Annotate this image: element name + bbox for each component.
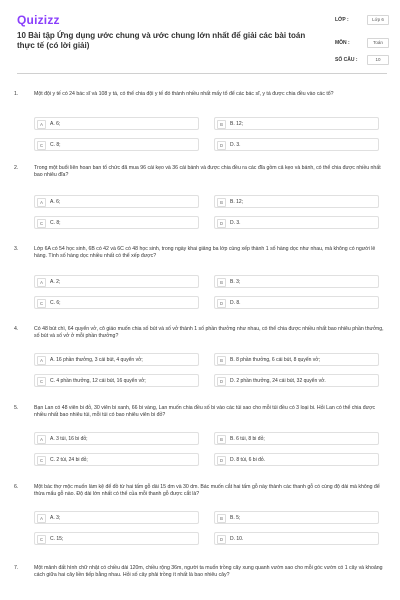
- option-text: D. 10.: [230, 536, 244, 542]
- question-text: Một bác thợ mộc muốn làm kệ để đồ từ hai tấm gỗ dài 15 dm và 30 dm. Bác muốn cắt hai tấm gỗ này thành các thanh gỗ có cùng độ dài mà không để thừa mẩu gỗ nào. Độ dài lớn nhất có thể của mỗi thanh gỗ được cắt là?: [34, 484, 380, 497]
- option-a[interactable]: [34, 353, 199, 366]
- option-letter: A: [37, 435, 46, 444]
- meta-value: Toán: [367, 38, 389, 48]
- option-text: C. 6;: [50, 300, 61, 306]
- option-letter: D: [217, 456, 226, 465]
- option-letter: A: [37, 514, 46, 523]
- option-text: B. 8 phần thưởng, 6 cái bút, 8 quyển vở;: [230, 357, 320, 363]
- option-text: C. 15;: [50, 536, 64, 542]
- meta-label: LỚP :: [335, 17, 349, 23]
- option-c[interactable]: [34, 374, 199, 387]
- option-a[interactable]: [34, 432, 199, 445]
- option-d[interactable]: [214, 532, 379, 545]
- option-text: A. 6;: [50, 199, 61, 205]
- option-c[interactable]: [34, 138, 199, 151]
- option-d[interactable]: [214, 216, 379, 229]
- option-text: A. 16 phần thưởng, 3 cái bút, 4 quyển vở;: [50, 357, 143, 363]
- option-b[interactable]: [214, 275, 379, 288]
- worksheet-meta: [335, 15, 387, 72]
- option-text: B. 5;: [230, 515, 241, 521]
- option-text: C. 8;: [50, 142, 61, 148]
- option-letter: C: [37, 377, 46, 386]
- option-letter: B: [217, 198, 226, 207]
- option-b[interactable]: [214, 511, 379, 524]
- question-number: 3.: [14, 246, 19, 252]
- option-letter: D: [217, 141, 226, 150]
- option-c[interactable]: [34, 296, 199, 309]
- option-letter: D: [217, 535, 226, 544]
- question-number: 2.: [14, 165, 19, 171]
- option-letter: C: [37, 535, 46, 544]
- option-a[interactable]: [34, 511, 199, 524]
- meta-label: MÔN :: [335, 40, 350, 46]
- option-c[interactable]: [34, 216, 199, 229]
- option-b[interactable]: [214, 432, 379, 445]
- option-letter: D: [217, 377, 226, 386]
- question-text: Một đội y tế có 24 bác sĩ và 108 y tá, có thể chia đội y tế đó thành nhiều nhất mấy tổ để các bác sĩ, y tá được chia đều vào các tổ?: [34, 91, 334, 97]
- option-letter: B: [217, 278, 226, 287]
- option-letter: B: [217, 120, 226, 129]
- option-letter: B: [217, 514, 226, 523]
- option-text: B. 12;: [230, 121, 244, 127]
- option-d[interactable]: [214, 296, 379, 309]
- option-d[interactable]: [214, 374, 379, 387]
- question-number: 5.: [14, 405, 19, 411]
- option-text: D. 2 phần thưởng, 24 cái bút, 32 quyển vở.: [230, 378, 326, 384]
- option-text: C. 8;: [50, 220, 61, 226]
- question-text: Trong một buổi liên hoan ban tổ chức đã mua 96 cái kẹo và 36 cái bánh và được chia đều ra các đĩa gồm cả kẹo và bánh, có thể chia được nhiều nhất bao nhiêu đĩa?: [34, 165, 381, 178]
- option-letter: D: [217, 299, 226, 308]
- worksheet-header: [17, 13, 387, 68]
- option-letter: C: [37, 141, 46, 150]
- meta-label: SỐ CÂU :: [335, 57, 358, 63]
- option-text: D. 3.: [230, 142, 241, 148]
- option-d[interactable]: [214, 138, 379, 151]
- option-text: A. 6;: [50, 121, 61, 127]
- option-text: D. 8 túi, 6 bi đỏ.: [230, 457, 266, 463]
- question-number: 1.: [14, 91, 19, 97]
- question-number: 7.: [14, 565, 19, 571]
- option-letter: D: [217, 219, 226, 228]
- question-number: 4.: [14, 326, 19, 332]
- option-letter: C: [37, 456, 46, 465]
- option-a[interactable]: [34, 275, 199, 288]
- quizizz-logo: Quizizz: [17, 13, 60, 27]
- option-b[interactable]: [214, 353, 379, 366]
- meta-value: Lớp 6: [367, 15, 389, 25]
- option-text: D. 3.: [230, 220, 241, 226]
- question-number: 6.: [14, 484, 19, 490]
- meta-grade: [335, 15, 387, 32]
- option-text: C. 2 túi, 24 bi đỏ;: [50, 457, 88, 463]
- meta-count: [335, 55, 387, 72]
- option-b[interactable]: [214, 117, 379, 130]
- option-letter: A: [37, 198, 46, 207]
- option-text: B. 3;: [230, 279, 241, 285]
- option-text: B. 6 túi, 8 bi đỏ;: [230, 436, 265, 442]
- question-text: Một mảnh đất hình chữ nhật có chiều dài 120m, chiều rộng 36m, người ta muốn trồng cây xung quanh vườn sao cho mỗi góc vườn có 1 cây và khoảng cách giữa hai cây liền tiếp bằng nhau. Hỏi số cây phải trồng ít nhất là bao nhiêu cây?: [34, 565, 383, 578]
- option-d[interactable]: [214, 453, 379, 466]
- option-b[interactable]: [214, 195, 379, 208]
- question-text: Có 48 bút chì, 64 quyển vở, cô giáo muốn chia số bút và số vở thành 1 số phần thưởng như nhau, có thể chia được nhiều nhất bao nhiêu phần thưởng, số bút và số vở ở mỗi phần thưởng?: [34, 326, 384, 339]
- option-c[interactable]: [34, 453, 199, 466]
- option-letter: A: [37, 356, 46, 365]
- question-text: Bạn Lan có 48 viên bi đỏ, 30 viên bi xanh, 66 bi vàng, Lan muốn chia đều số bi vào các túi sao cho mỗi túi đều có 3 loại bi. Hỏi Lan có thể chia được nhiều nhất bao nhiêu túi, mỗi túi có bao nhiêu viên bi đỏ?: [34, 405, 376, 418]
- option-text: A. 3;: [50, 515, 61, 521]
- option-letter: A: [37, 120, 46, 129]
- worksheet-title: 10 Bài tập Ứng dụng ước chung và ước chung lớn nhất để giải các bài toán thực tế (có lời giải): [17, 31, 306, 50]
- question-text: Lớp 6A có 54 học sinh, 6B có 42 và 6C có 48 học sinh, trong ngày khai giảng ba lớp cùng xếp thành 1 số hàng dọc như nhau, mà không có người lẻ hàng. Tính số hàng dọc nhiều nhất có thể xếp được?: [34, 246, 376, 259]
- option-letter: A: [37, 278, 46, 287]
- option-text: B. 12;: [230, 199, 244, 205]
- option-text: A. 2;: [50, 279, 61, 285]
- option-a[interactable]: [34, 195, 199, 208]
- meta-value: 10: [367, 55, 389, 65]
- option-a[interactable]: [34, 117, 199, 130]
- option-c[interactable]: [34, 532, 199, 545]
- header-divider: [17, 73, 387, 74]
- option-text: C. 4 phần thưởng, 12 cái bút, 16 quyển vở;: [50, 378, 146, 384]
- option-text: A. 3 túi, 16 bi đỏ;: [50, 436, 88, 442]
- meta-subject: [335, 38, 387, 55]
- option-letter: C: [37, 299, 46, 308]
- option-letter: B: [217, 356, 226, 365]
- option-text: D. 8.: [230, 300, 241, 306]
- option-letter: C: [37, 219, 46, 228]
- option-letter: B: [217, 435, 226, 444]
